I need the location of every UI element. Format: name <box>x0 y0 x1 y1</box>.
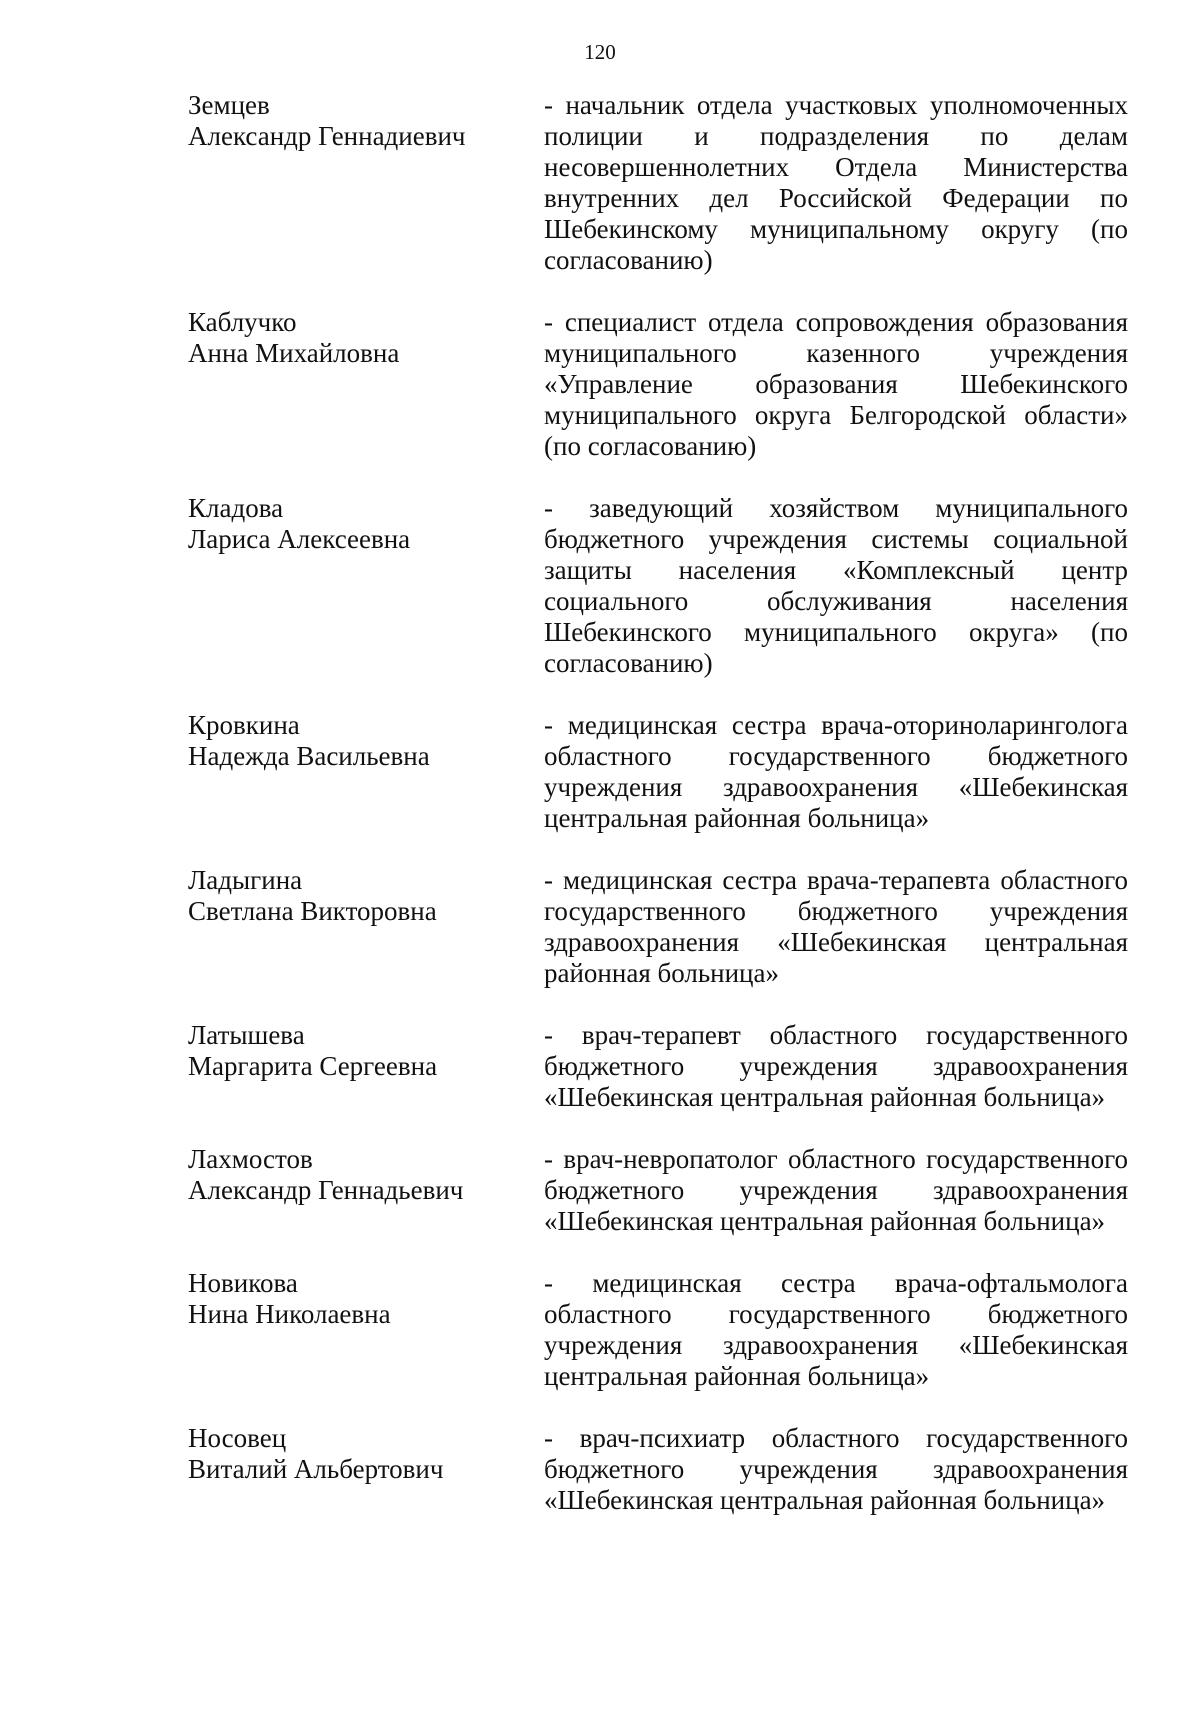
member-position-text: - врач-психиатр областного государственного бюджетного учреждения здравоохранения «Шебекинская центральная районная больница» <box>544 1423 1128 1515</box>
member-entry <box>188 307 1128 462</box>
member-position-text: - врач-невропатолог областного государственного бюджетного учреждения здравоохранения «Шебекинская центральная районная больница» <box>544 1144 1128 1236</box>
member-given-names: Александр Геннадьевич <box>188 1175 464 1205</box>
member-name <box>188 1423 544 1516</box>
member-name <box>188 1268 544 1392</box>
member-position-text: - заведующий хозяйством муниципального бюджетного учреждения системы социальной защиты населения «Комплексный центр социального обслуживания населения Шебекинского муниципального округа» (по согласованию) <box>544 493 1128 678</box>
member-given-names: Нина Николаевна <box>188 1299 391 1329</box>
member-surname: Кладова <box>188 493 284 523</box>
member-surname: Кровкина <box>188 710 300 740</box>
member-entry <box>188 90 1128 276</box>
member-list <box>188 90 1128 1516</box>
member-position <box>544 493 1128 679</box>
member-position-text: - медицинская сестра врача-терапевта областного государственного бюджетного учреждения здравоохранения «Шебекинская центральная районная больница» <box>544 865 1128 988</box>
page-number: 120 <box>584 40 616 64</box>
member-entry <box>188 865 1128 989</box>
member-position <box>544 710 1128 834</box>
member-surname: Латышева <box>188 1020 305 1050</box>
member-given-names: Светлана Викторовна <box>188 896 437 926</box>
member-name <box>188 1144 544 1237</box>
member-position <box>544 1020 1128 1113</box>
member-given-names: Виталий Альбертович <box>188 1454 444 1484</box>
member-position <box>544 1268 1128 1392</box>
member-name <box>188 493 544 679</box>
member-surname: Носовец <box>188 1423 287 1453</box>
member-given-names: Надежда Васильевна <box>188 741 430 771</box>
member-surname: Новикова <box>188 1268 298 1298</box>
member-given-names: Александр Геннадиевич <box>188 121 466 151</box>
member-entry <box>188 710 1128 834</box>
member-name <box>188 1020 544 1113</box>
member-given-names: Маргарита Сергеевна <box>188 1051 438 1081</box>
member-position-text: - медицинская сестра врача-офтальмолога областного государственного бюджетного учреждения здравоохранения «Шебекинская центральная районная больница» <box>544 1268 1128 1391</box>
member-given-names: Лариса Алексеевна <box>188 524 411 554</box>
member-entry <box>188 1020 1128 1113</box>
member-position-text: - медицинская сестра врача-оториноларинголога областного государственного бюджетного учреждения здравоохранения «Шебекинская центральная районная больница» <box>544 710 1128 833</box>
member-position-text: - специалист отдела сопровождения образования муниципального казенного учреждения «Управление образования Шебекинского муниципального округа Белгородской области» (по согласованию) <box>544 307 1128 461</box>
member-position <box>544 1423 1128 1516</box>
member-surname: Лахмостов <box>188 1144 313 1174</box>
member-surname: Земцев <box>188 90 270 120</box>
member-name <box>188 865 544 989</box>
member-position <box>544 90 1128 276</box>
member-name <box>188 710 544 834</box>
member-position-text: - врач-терапевт областного государственного бюджетного учреждения здравоохранения «Шебекинская центральная районная больница» <box>544 1020 1128 1112</box>
member-surname: Ладыгина <box>188 865 303 895</box>
member-position-text: - начальник отдела участковых уполномоченных полиции и подразделения по делам несовершеннолетних Отдела Министерства внутренних дел Российской Федерации по Шебекинскому муниципальному округу (по согласованию) <box>544 90 1128 275</box>
member-position <box>544 1144 1128 1237</box>
member-entry <box>188 493 1128 679</box>
member-entry <box>188 1268 1128 1392</box>
member-name <box>188 307 544 462</box>
member-name <box>188 90 544 276</box>
member-given-names: Анна Михайловна <box>188 338 400 368</box>
member-position <box>544 865 1128 989</box>
member-entry <box>188 1144 1128 1237</box>
member-surname: Каблучко <box>188 307 297 337</box>
member-position <box>544 307 1128 462</box>
member-entry <box>188 1423 1128 1516</box>
